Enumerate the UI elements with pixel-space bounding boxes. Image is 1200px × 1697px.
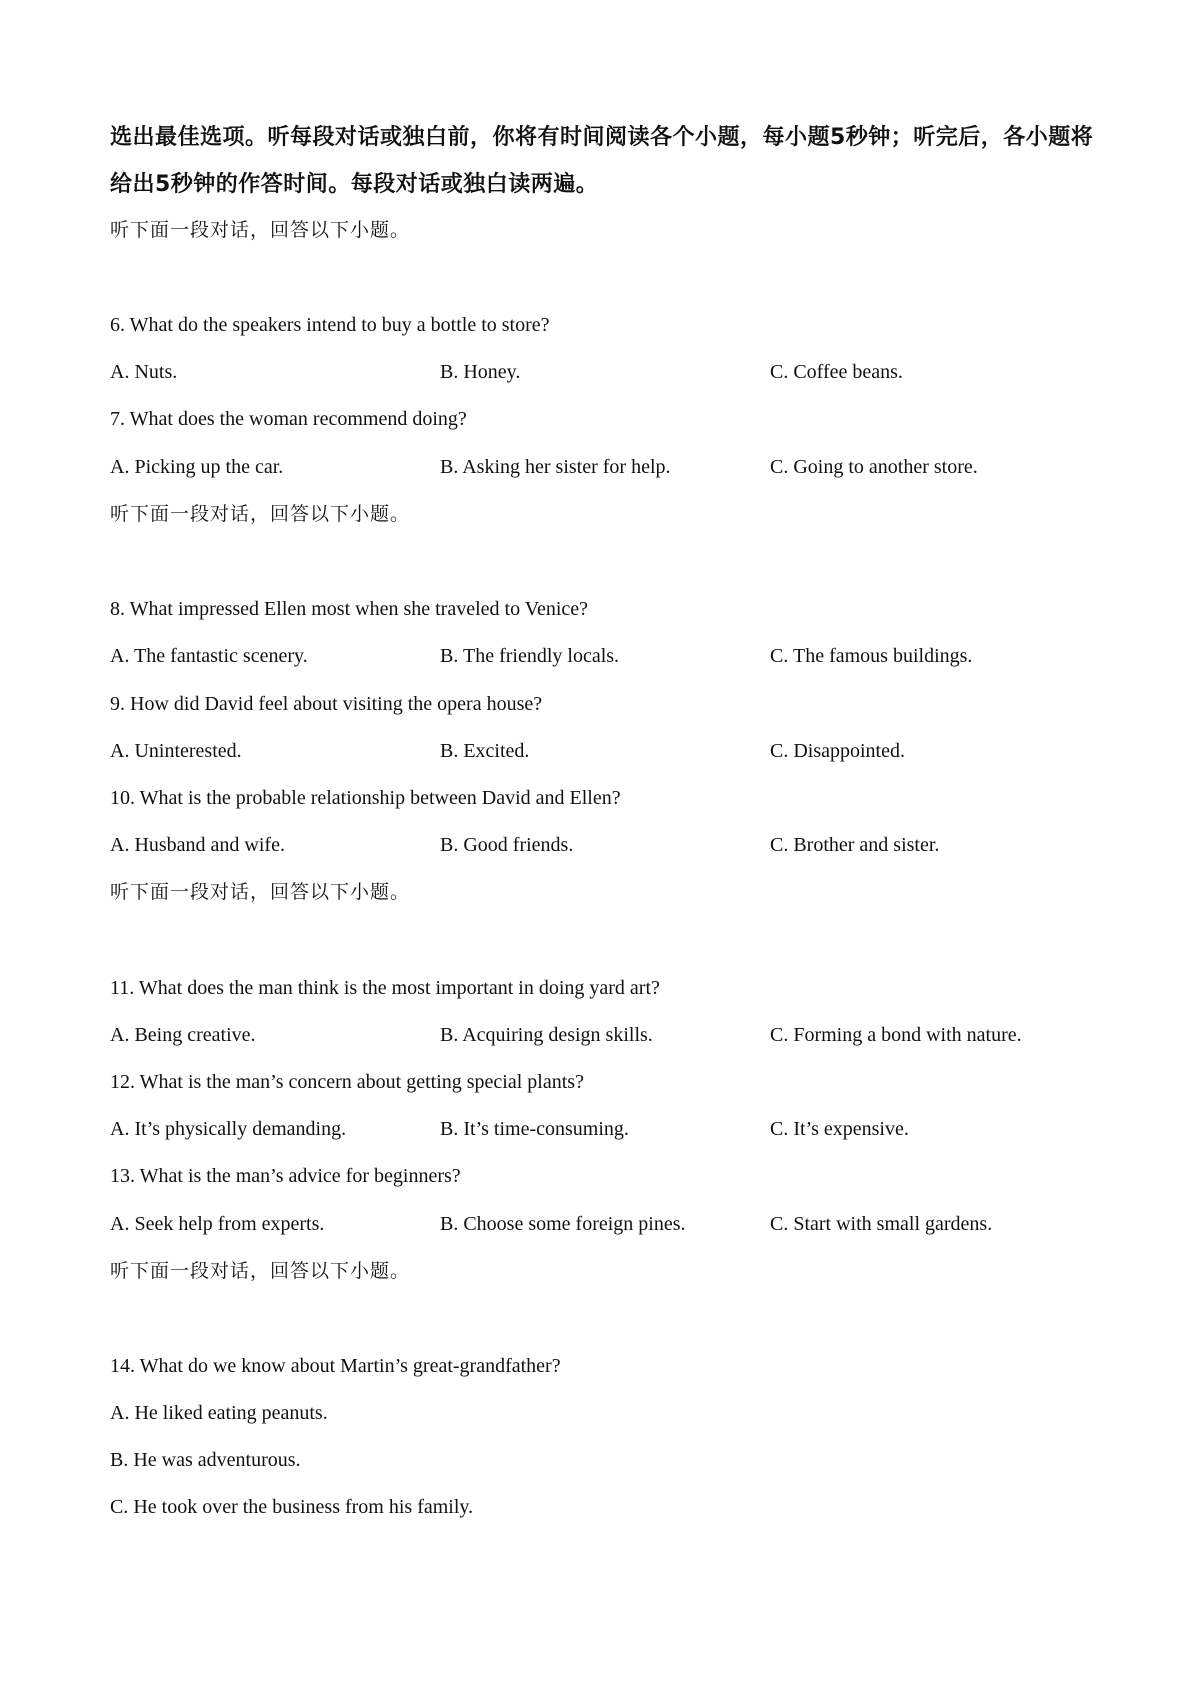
- question-stem: 6. What do the speakers intend to buy a bottle to store?: [110, 314, 550, 336]
- option-a: A. Nuts.: [110, 361, 178, 383]
- question-stem: 9. How did David feel about visiting the opera house?: [110, 693, 543, 715]
- option-b: B. The friendly locals.: [440, 645, 620, 667]
- option-a: A. Seek help from experts.: [110, 1213, 325, 1235]
- option-a: A. The fantastic scenery.: [110, 645, 308, 667]
- section-directions: 选出最佳选项。听每段对话或独白前，你将有时间阅读各个小题，每小题5秒钟；听完后，各小题将给出5秒钟的作答时间。每段对话或独白读两遍。: [110, 125, 1094, 197]
- option-c: C. Coffee beans.: [770, 361, 903, 383]
- option-a: A. Husband and wife.: [110, 834, 285, 856]
- option-c: C. He took over the business from his family.: [110, 1496, 474, 1518]
- question-stem: 10. What is the probable relationship between David and Ellen?: [110, 787, 621, 809]
- question-options: [110, 1023, 1110, 1047]
- question-options: [110, 360, 1110, 384]
- option-c: C. It’s expensive.: [770, 1118, 909, 1140]
- question-stem: 12. What is the man’s concern about getting special plants?: [110, 1071, 584, 1093]
- option-c: C. Forming a bond with nature.: [770, 1024, 1022, 1046]
- option-a: A. It’s physically demanding.: [110, 1118, 347, 1140]
- option-b: B. Choose some foreign pines.: [440, 1213, 686, 1235]
- option-c: C. Brother and sister.: [770, 834, 940, 856]
- option-a: A. Uninterested.: [110, 740, 242, 762]
- option-c: C. Going to another store.: [770, 456, 978, 478]
- option-b: B. He was adventurous.: [110, 1449, 301, 1471]
- option-b: B. Asking her sister for help.: [440, 456, 671, 478]
- option-a: A. Being creative.: [110, 1024, 256, 1046]
- question-options: [110, 1212, 1110, 1236]
- option-b: B. Acquiring design skills.: [440, 1024, 653, 1046]
- option-c: C. Disappointed.: [770, 740, 905, 762]
- option-a: A. He liked eating peanuts.: [110, 1402, 328, 1424]
- question-stem: 8. What impressed Ellen most when she traveled to Venice?: [110, 598, 589, 620]
- option-c: C. The famous buildings.: [770, 645, 973, 667]
- option-b: B. Honey.: [440, 361, 521, 383]
- section-instruction: 听下面一段对话，回答以下小题。: [110, 219, 411, 241]
- option-b: B. Excited.: [440, 740, 530, 762]
- section-instruction: 听下面一段对话，回答以下小题。: [110, 1260, 411, 1282]
- section-instruction: 听下面一段对话，回答以下小题。: [110, 881, 411, 903]
- option-b: B. Good friends.: [440, 834, 574, 856]
- question-options: [110, 1117, 1110, 1141]
- question-stem: 7. What does the woman recommend doing?: [110, 408, 467, 430]
- question-options: [110, 739, 1110, 763]
- question-stem: 14. What do we know about Martin’s great-grandfather?: [110, 1355, 561, 1377]
- question-stem: 11. What does the man think is the most important in doing yard art?: [110, 977, 660, 999]
- option-c: C. Start with small gardens.: [770, 1213, 993, 1235]
- option-a: A. Picking up the car.: [110, 456, 284, 478]
- question-options: [110, 833, 1110, 857]
- section-instruction: 听下面一段对话，回答以下小题。: [110, 503, 411, 525]
- question-stem: 13. What is the man’s advice for beginners?: [110, 1165, 461, 1187]
- option-b: B. It’s time-consuming.: [440, 1118, 629, 1140]
- question-options: [110, 644, 1110, 668]
- question-options: [110, 455, 1110, 479]
